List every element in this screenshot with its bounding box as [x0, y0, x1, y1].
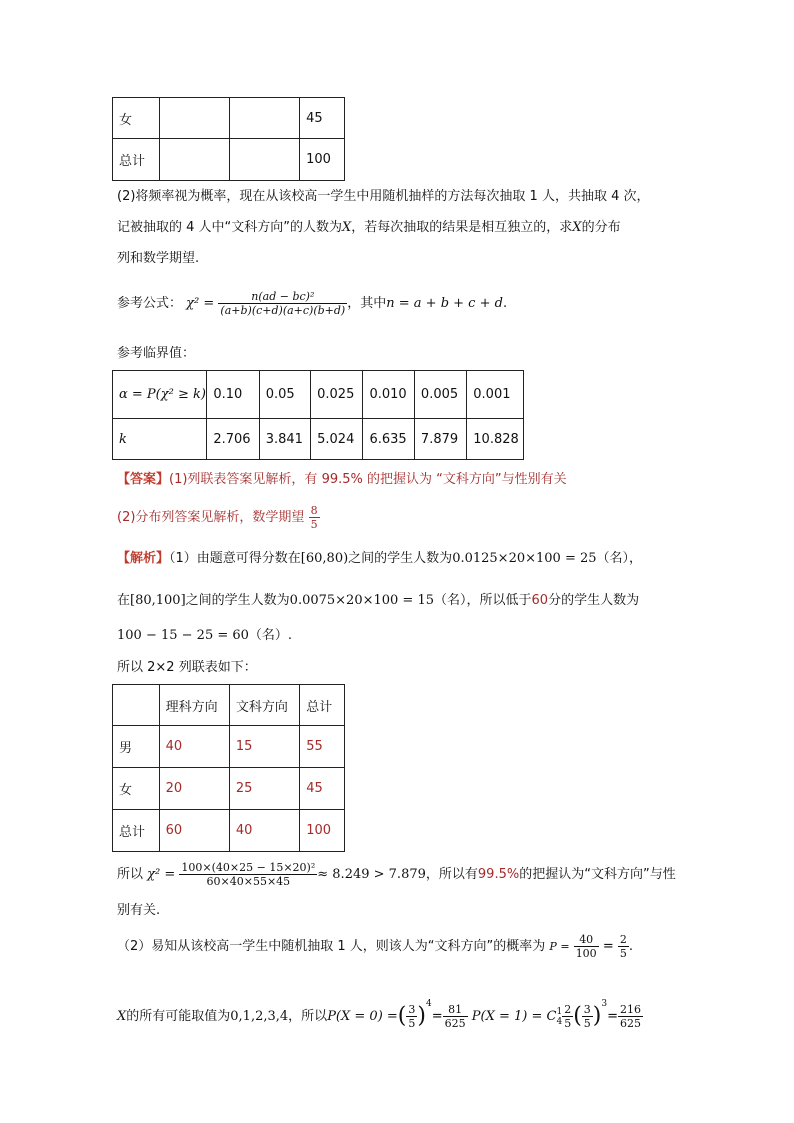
- top-table-cell: 100: [300, 139, 345, 181]
- k-cell: 6.635: [363, 419, 414, 460]
- left-paren: (: [397, 1003, 407, 1029]
- p-fraction-1: [574, 933, 599, 960]
- calc-expr: 0.0125×20×100 = 25: [452, 551, 597, 566]
- analysis-text: 之间的学生人数为: [348, 551, 453, 566]
- chi-pct: 99.5%: [477, 867, 520, 882]
- top-table-cell: [159, 139, 229, 181]
- answer-tag: 【答案】: [117, 472, 170, 487]
- alpha-cell: 0.010: [363, 371, 414, 419]
- part2-text: （2）易知从该校高一学生中随机抽取 1 人，则该人为“文科方向”的概率为: [117, 939, 546, 954]
- var-x: X: [117, 1009, 127, 1024]
- formula-fraction: [218, 290, 347, 317]
- analysis-line4: 所以 2×2 列联表如下：: [117, 660, 257, 675]
- answer-line2: [117, 501, 320, 535]
- part2-line2: [117, 984, 643, 1037]
- p-eq: P =: [549, 940, 570, 953]
- var-x: X: [572, 220, 582, 235]
- ct-cell: 100: [300, 810, 345, 852]
- exponent: 3: [601, 999, 608, 1009]
- analysis-text: 之间的学生人数为: [185, 593, 290, 608]
- alpha-cell: 0.025: [311, 371, 363, 419]
- chi-fraction: [179, 861, 317, 888]
- alpha-cell: 0.001: [467, 371, 524, 419]
- f-den: 5: [564, 1017, 572, 1030]
- top-table: [112, 97, 345, 181]
- eq-sign: =: [431, 1009, 443, 1024]
- p-den: 5: [619, 947, 627, 960]
- formula-label: 参考公式：: [117, 296, 183, 311]
- analysis-text: 在: [117, 593, 131, 608]
- question2-line2: [117, 219, 621, 237]
- expectation-fraction: [309, 504, 320, 531]
- eq-sign: =: [602, 939, 614, 954]
- ct-header: [113, 685, 160, 726]
- f-den: 5: [583, 1017, 591, 1030]
- exp-numerator: 8: [310, 504, 318, 517]
- ct-cell: 55: [300, 726, 345, 768]
- ct-header: 理科方向: [159, 685, 229, 726]
- analysis-text: （名）.: [248, 628, 293, 643]
- p-x1: P(X = 1) = C: [471, 1009, 557, 1024]
- ct-cell: 15: [229, 726, 299, 768]
- ct-row-label: 男: [113, 726, 160, 768]
- ct-header: 文科方向: [229, 685, 299, 726]
- analysis-text: （名），: [596, 551, 643, 566]
- exp-denominator: 5: [310, 518, 318, 531]
- calc-expr: 100 − 15 − 25 = 60: [117, 628, 249, 643]
- ct-cell: 40: [159, 726, 229, 768]
- p-x0: P(X = 0) =: [327, 1009, 398, 1024]
- f-num: 3: [583, 1003, 591, 1016]
- frac-81-625: [443, 1003, 468, 1030]
- ct-cell: 25: [229, 768, 299, 810]
- comb-sub: 4: [556, 1016, 563, 1027]
- frac-2-5: [562, 1003, 573, 1030]
- f-den: 5: [408, 1017, 416, 1030]
- r-den: 625: [444, 1017, 466, 1030]
- k-cell: 3.841: [259, 419, 310, 460]
- analysis-text: （1）由题意可得分数在: [169, 551, 301, 566]
- alpha-cell: 0.005: [414, 371, 466, 419]
- analysis-line3: [117, 627, 292, 645]
- analysis-tag: 【解析】: [117, 551, 170, 566]
- right-paren: ): [417, 1003, 426, 1029]
- top-table-cell: [229, 98, 299, 139]
- chi-result: ≈ 8.249 > 7.879: [317, 867, 426, 882]
- interval: [60,80): [300, 551, 349, 566]
- k-cell: 7.879: [414, 419, 466, 460]
- k-cell: 5.024: [311, 419, 363, 460]
- formula-numerator: n(ad − bc)²: [251, 290, 315, 303]
- chi-symbol: χ² =: [147, 867, 176, 882]
- analysis-line1: [117, 550, 642, 568]
- question2-line3: 列和数学期望.: [117, 251, 200, 266]
- ct-row-label: 总计: [113, 810, 160, 852]
- part2-line1: [117, 932, 633, 962]
- chi-prefix: 所以: [117, 867, 144, 882]
- analysis-text: 分的学生人数为: [548, 593, 640, 608]
- var-x: X: [342, 220, 352, 235]
- right-paren: ): [592, 1003, 602, 1029]
- question2-text: 的分布: [581, 220, 621, 235]
- ct-cell: 40: [229, 810, 299, 852]
- critical-header: α = P(χ² ≥ k): [113, 371, 207, 419]
- f-num: 3: [408, 1003, 416, 1016]
- interval: [80,100]: [130, 593, 186, 608]
- top-table-cell: 45: [300, 98, 345, 139]
- reference-formula: [117, 290, 507, 317]
- eq-sign: =: [607, 1009, 619, 1024]
- period: .: [628, 939, 634, 954]
- question2-text: ，若每次抽取的结果是相互独立的，求: [351, 220, 573, 235]
- chi-text: 的把握认为“文科方向”与性: [519, 867, 676, 882]
- top-table-cell: 女: [113, 98, 160, 139]
- k-cell: 2.706: [207, 419, 259, 460]
- k-cell: 10.828: [467, 419, 524, 460]
- chi-calc-line2: 别有关.: [117, 903, 161, 918]
- ct-row-label: 女: [113, 768, 160, 810]
- highlight-60: 60: [531, 593, 549, 608]
- formula-period: .: [502, 296, 508, 311]
- part2-text: 的所有可能取值为: [126, 1009, 231, 1024]
- k-label: k: [113, 419, 207, 460]
- answer-part1: (1)列联表答案见解析，有 99.5% 的把握认为 “文科方向”与性别有关: [169, 472, 567, 487]
- answer-line1: [117, 471, 567, 489]
- question2-text: 记被抽取的 4 人中“文科方向”的人数为: [117, 220, 343, 235]
- p-den: 100: [575, 947, 597, 960]
- chi-text: ，所以有: [425, 867, 478, 882]
- r-num: 81: [448, 1003, 463, 1016]
- frac-3-5: [406, 1003, 417, 1030]
- p-fraction-2: [618, 933, 629, 960]
- ct-cell: 60: [159, 810, 229, 852]
- ct-cell: 20: [159, 768, 229, 810]
- analysis-line2: [117, 592, 639, 610]
- formula-where: ，其中: [347, 296, 387, 311]
- chi-symbol: χ² =: [186, 296, 215, 311]
- r-den: 625: [620, 1017, 642, 1030]
- formula-where-expr: n = a + b + c + d: [386, 296, 503, 311]
- alpha-cell: 0.05: [259, 371, 310, 419]
- answer-part2: (2)分布列答案见解析，数学期望: [117, 510, 305, 525]
- frac-3-5: [582, 1003, 593, 1030]
- part2-text: ，所以: [288, 1009, 328, 1024]
- contingency-table: [112, 684, 345, 852]
- x-values: 0,1,2,3,4: [230, 1009, 289, 1024]
- p-num: 40: [579, 933, 594, 946]
- formula-denominator: (a+b)(c+d)(a+c)(b+d): [220, 304, 346, 317]
- chi-calc-line1: [117, 860, 676, 890]
- analysis-text: （名），所以低于: [434, 593, 532, 608]
- exponent: 4: [425, 999, 432, 1009]
- left-paren: (: [573, 1003, 582, 1029]
- critical-table: [112, 370, 524, 460]
- alpha-cell: 0.10: [207, 371, 259, 419]
- chi-denominator: 60×40×55×45: [179, 874, 317, 888]
- top-table-cell: [159, 98, 229, 139]
- top-table-cell: 总计: [113, 139, 160, 181]
- f-num: 2: [564, 1003, 572, 1016]
- calc-expr: 0.0075×20×100 = 15: [289, 593, 434, 608]
- chi-numerator: 100×(40×25 − 15×20)²: [181, 861, 316, 874]
- r-num: 216: [620, 1003, 642, 1016]
- critical-label: 参考临界值：: [117, 346, 196, 361]
- p-num: 2: [619, 933, 627, 946]
- comb-sup: 1: [556, 1006, 563, 1017]
- top-table-cell: [229, 139, 299, 181]
- question2-line1: (2)将频率视为概率，现在从该校高一学生中用随机抽样的方法每次抽取 1 人，共抽取 4 次，: [117, 189, 650, 204]
- frac-216-625: [618, 1003, 643, 1030]
- ct-header: 总计: [300, 685, 345, 726]
- ct-cell: 45: [300, 768, 345, 810]
